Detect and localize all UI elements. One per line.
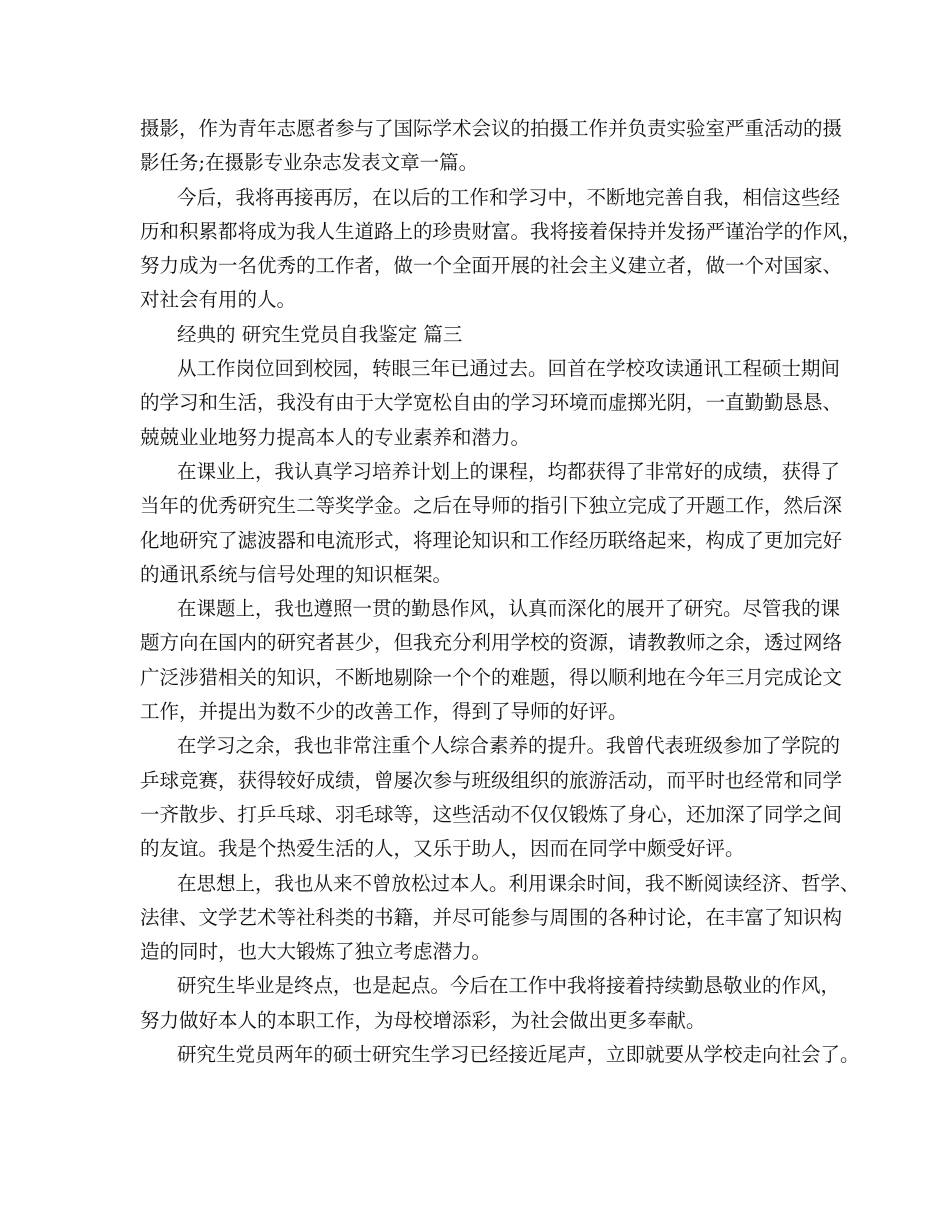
text-line: 的通讯系统与信号处理的知识框架。: [140, 562, 453, 586]
paragraph-first-line: 研究生毕业是终点，也是起点。今后在工作中我将接着持续勤恳敬业的作风，: [177, 974, 841, 998]
text-line: 兢兢业业地努力提高本人的专业素养和潜力。: [140, 425, 531, 449]
text-line: 造的同时，也大大锻炼了独立考虑潜力。: [140, 940, 492, 964]
text-line: 工作，并提出为数不少的改善工作，得到了导师的好评。: [140, 700, 628, 724]
text-line: 一齐散步、打乒乓球、羽毛球等，这些活动不仅仅锻炼了身心，还加深了同学之间: [140, 802, 843, 826]
paragraph-first-line: 在思想上，我也从来不曾放松过本人。利用课余时间，我不断阅读经济、哲学、: [177, 871, 860, 895]
text-line: 当年的优秀研究生二等奖学金。之后在导师的指引下独立完成了开题工作，然后深: [140, 494, 843, 518]
text-line: 努力做好本人的本职工作，为母校增添彩，为社会做出更多奉献。: [140, 1008, 706, 1032]
text-line: 广泛涉猎相关的知识，不断地剔除一个个的难题，得以顺利地在今年三月完成论文: [140, 665, 843, 689]
paragraph-first-line: 研究生党员两年的硕士研究生学习已经接近尾声，立即就要从学校走向社会了。: [177, 1043, 860, 1067]
text-line: 的学习和生活，我没有由于大学宽松自由的学习环境而虚掷光阴，一直勤勤恳恳、: [140, 391, 843, 415]
document-body: [140, 112, 862, 1072]
section-heading: 经典的 研究生党员自我鉴定 篇三: [177, 322, 463, 346]
paragraph-first-line: 在课题上，我也遵照一贯的勤恳作风，认真而深化的展开了研究。尽管我的课: [177, 597, 841, 621]
paragraph-first-line: 在课业上，我认真学习培养计划上的课程，均都获得了非常好的成绩，获得了: [177, 459, 841, 483]
text-line: 法律、文学艺术等社科类的书籍，并尽可能参与周围的各种讨论，在丰富了知识构: [140, 905, 843, 929]
text-line: 影任务;在摄影专业杂志发表文章一篇。: [140, 151, 479, 175]
paragraph-first-line: 今后，我将再接再厉，在以后的工作和学习中，不断地完善自我，相信这些经: [177, 185, 841, 209]
text-line: 努力成为一名优秀的工作者，做一个全面开展的社会主义建立者，做一个对国家、: [140, 254, 843, 278]
text-line: 乒球竞赛，获得较好成绩，曾屡次参与班级组织的旅游活动，而平时也经常和同学: [140, 768, 843, 792]
text-line: 化地研究了滤波器和电流形式，将理论知识和工作经历联络起来，构成了更加完好: [140, 528, 843, 552]
text-line: 摄影，作为青年志愿者参与了国际学术会议的拍摄工作并负责实验室严重活动的摄: [140, 117, 843, 140]
text-line: 历和积累都将成为我人生道路上的珍贵财富。我将接着保持并发扬严谨治学的作风，: [140, 219, 862, 243]
text-line: 的友谊。我是个热爱生活的人，又乐于助人，因而在同学中颇受好评。: [140, 837, 745, 861]
text-line: 对社会有用的人。: [140, 288, 297, 312]
paragraph-first-line: 从工作岗位回到校园，转眼三年已通过去。回首在学校攻读通讯工程硕士期间: [177, 357, 841, 381]
text-line: 题方向在国内的研究者甚少，但我充分利用学校的资源，请教教师之余，透过网络: [140, 631, 843, 655]
paragraph-first-line: 在学习之余，我也非常注重个人综合素养的提升。我曾代表班级参加了学院的: [177, 734, 841, 758]
